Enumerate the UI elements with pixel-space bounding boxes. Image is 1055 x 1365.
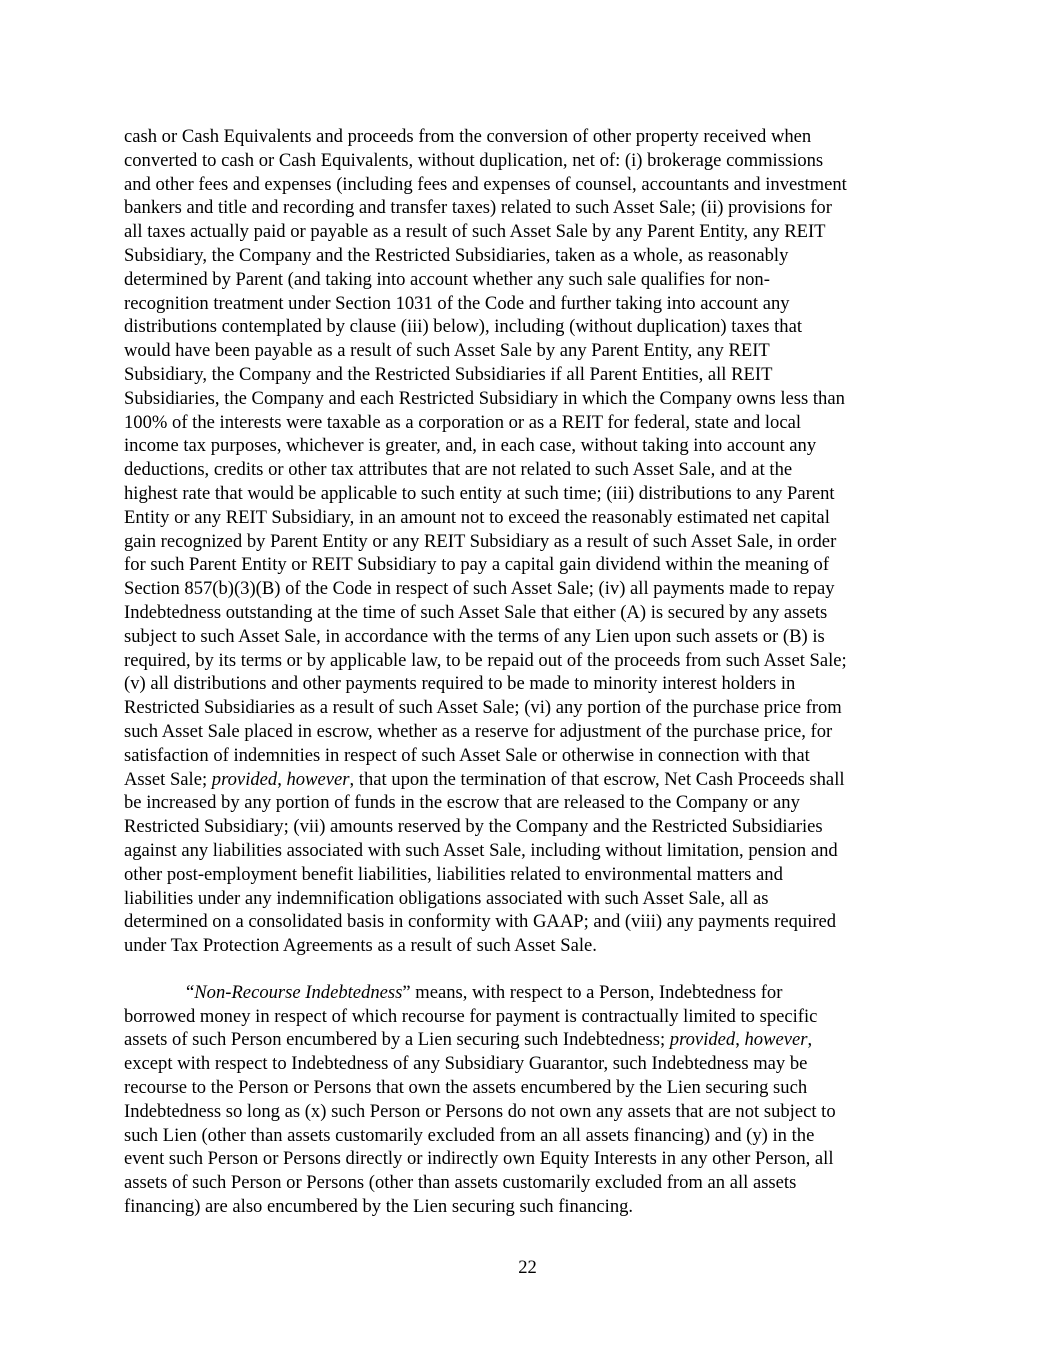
text-line: 100% of the interests were taxable as a corporation or as a REIT for federal, state and local: [124, 411, 802, 433]
italic-however: however: [744, 1029, 808, 1051]
text-line: liabilities under any indemnification obligations associated with such Asset Sale, all as: [124, 887, 769, 909]
text-line: Restricted Subsidiary; (vii) amounts reserved by the Company and the Restricted Subsidiaries: [124, 816, 823, 838]
text-line: Indebtedness outstanding at the time of such Asset Sale that either (A) is secured by any assets: [124, 601, 828, 623]
defined-term: Non-Recourse Indebtedness: [194, 981, 403, 1003]
text-line-provided-however: [124, 1028, 932, 1052]
text-line: such Asset Sale placed in escrow, whether as a reserve for adjustment of the purchase price, for: [124, 720, 833, 742]
text-line: determined on a consolidated basis in conformity with GAAP; and (viii) any payments required: [124, 911, 837, 933]
text-line: deductions, credits or other tax attributes that are not related to such Asset Sale, and at the: [124, 459, 793, 481]
text-line: such Lien (other than assets customarily excluded from an all assets financing) and (y) in the: [124, 1124, 815, 1146]
text-line: except with respect to Indebtedness of any Subsidiary Guarantor, such Indebtedness may be: [124, 1053, 808, 1075]
definition-first-line: [124, 981, 932, 1005]
text-line: Subsidiaries, the Company and each Restricted Subsidiary in which the Company owns less than: [124, 387, 845, 409]
text-line: Entity or any REIT Subsidiary, in an amount not to exceed the reasonably estimated net capital: [124, 506, 830, 528]
text-segment: ,: [277, 768, 287, 790]
text-line: converted to cash or Cash Equivalents, without duplication, net of: (i) brokerage commissions: [124, 149, 824, 171]
paragraph-non-recourse-indebtedness: [124, 981, 932, 1219]
text-line: income tax purposes, whichever is greater, and, in each case, without taking into account any: [124, 435, 817, 457]
text-line: satisfaction of indemnities in respect of such Asset Sale or otherwise in connection with that: [124, 744, 810, 766]
text-line: Indebtedness so long as (x) such Person or Persons do not own any assets that are not subject to: [124, 1100, 836, 1122]
text-line: borrowed money in respect of which recourse for payment is contractually limited to specific: [124, 1005, 818, 1027]
italic-however: however: [286, 768, 350, 790]
text-line: and other fees and expenses (including fees and expenses of counsel, accountants and investment: [124, 173, 847, 195]
text-segment: ” means, with respect to a Person, Indebtedness for: [402, 981, 783, 1003]
text-line: Restricted Subsidiaries as a result of such Asset Sale; (vi) any portion of the purchase price from: [124, 697, 842, 719]
text-segment: ,: [807, 1029, 813, 1051]
text-line: assets of such Person or Persons (other than assets customarily excluded from an all assets: [124, 1172, 797, 1194]
text-segment: ,: [735, 1029, 745, 1051]
text-line: gain recognized by Parent Entity or any REIT Subsidiary as a result of such Asset Sale, in order: [124, 530, 837, 552]
text-segment: Asset Sale;: [124, 768, 212, 790]
text-line: recourse to the Person or Persons that own the assets encumbered by the Lien securing such: [124, 1077, 808, 1099]
text-segment: , that upon the termination of that escrow, Net Cash Proceeds shall: [349, 768, 845, 790]
text-line: be increased by any portion of funds in the escrow that are released to the Company or any: [124, 792, 800, 814]
text-line: all taxes actually paid or payable as a result of such Asset Sale by any Parent Entity, any REIT: [124, 221, 826, 243]
text-line: would have been payable as a result of such Asset Sale by any Parent Entity, any REIT: [124, 340, 770, 362]
open-quote: “: [186, 981, 195, 1003]
italic-provided: provided: [669, 1029, 736, 1051]
text-line: event such Person or Persons directly or indirectly own Equity Interests in any other Person, all: [124, 1148, 834, 1170]
text-line: bankers and title and recording and transfer taxes) related to such Asset Sale; (ii) provisions for: [124, 197, 832, 219]
text-segment: assets of such Person encumbered by a Lien securing such Indebtedness;: [124, 1029, 670, 1051]
text-line: Section 857(b)(3)(B) of the Code in respect of such Asset Sale; (iv) all payments made to repay: [124, 578, 835, 600]
text-line: determined by Parent (and taking into account whether any such sale qualifies for non-: [124, 268, 770, 290]
text-line-provided-however: [124, 768, 932, 792]
text-line: under Tax Protection Agreements as a result of such Asset Sale.: [124, 935, 597, 957]
text-line: other post-employment benefit liabilities, liabilities related to environmental matters and: [124, 863, 783, 885]
text-line: (v) all distributions and other payments required to be made to minority interest holders in: [124, 673, 796, 695]
text-line: financing) are also encumbered by the Lien securing such financing.: [124, 1196, 634, 1218]
text-line: Subsidiary, the Company and the Restricted Subsidiaries, taken as a whole, as reasonably: [124, 244, 789, 266]
text-line: against any liabilities associated with such Asset Sale, including without limitation, pension and: [124, 839, 838, 861]
text-line: subject to such Asset Sale, in accordance with the terms of any Lien upon such assets or (B) is: [124, 625, 825, 647]
text-line: cash or Cash Equivalents and proceeds from the conversion of other property received when: [124, 126, 812, 147]
text-line: for such Parent Entity or REIT Subsidiary to pay a capital gain dividend within the meaning of: [124, 554, 830, 576]
text-line: Subsidiary, the Company and the Restricted Subsidiaries if all Parent Entities, all REIT: [124, 363, 773, 385]
paragraph-net-cash-proceeds: [124, 125, 932, 958]
document-body: [124, 125, 932, 1219]
text-line: highest rate that would be applicable to such entity at such time; (iii) distributions to any Parent: [124, 482, 835, 504]
text-line: recognition treatment under Section 1031 of the Code and further taking into account any: [124, 292, 790, 314]
page-number: 22: [518, 1257, 537, 1278]
italic-provided: provided: [211, 768, 278, 790]
text-line: distributions contemplated by clause (iii) below), including (without duplication) taxes that: [124, 316, 803, 338]
paragraph-spacer: [124, 958, 932, 981]
text-line: required, by its terms or by applicable law, to be repaid out of the proceeds from such Asset Sale;: [124, 649, 847, 671]
